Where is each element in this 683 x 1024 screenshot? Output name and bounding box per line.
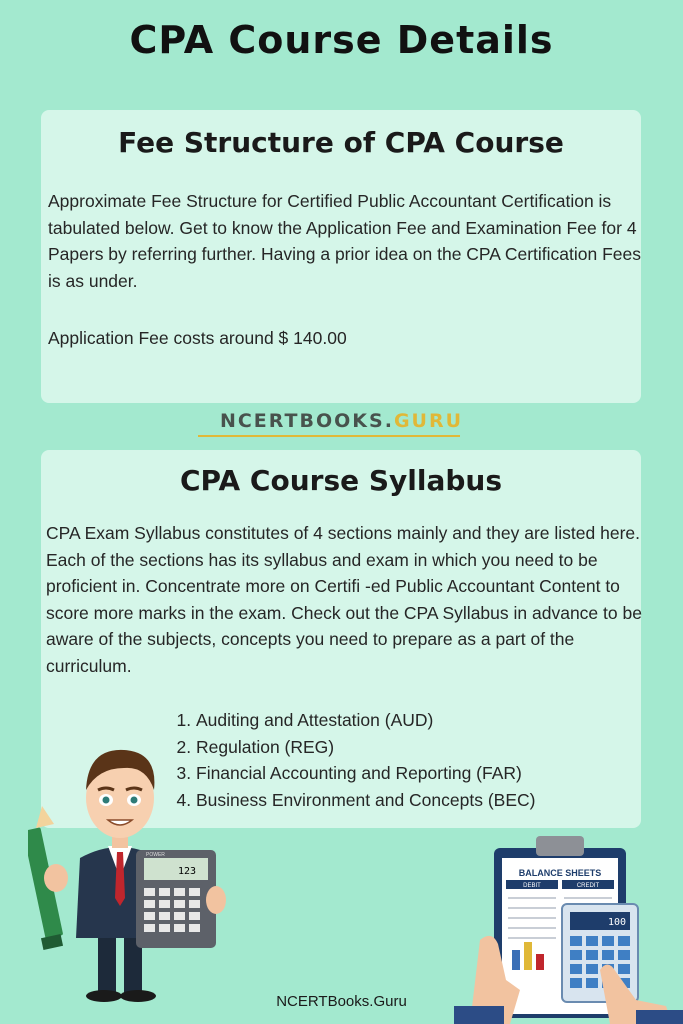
- footer-site-name: NCERTBooks.Guru: [276, 993, 407, 1010]
- fee-structure-heading: Fee Structure of CPA Course: [118, 126, 564, 159]
- fee-structure-card: [41, 110, 641, 403]
- fee-structure-paragraph: Approximate Fee Structure for Certified Public Accountant Certification is tabulated below. Get to know the Application Fee and Examination Fee for 4 Papers by referring further. Having a prior idea on the CPA Certification Fees is as under.: [48, 191, 642, 291]
- list-item: 4. Business Environment and Concepts (BEC): [196, 787, 535, 814]
- syllabus-paragraph: CPA Exam Syllabus constitutes of 4 sections mainly and they are listed here. Each of the sections has its syllabus and exam in which you need to be proficient in. Concentrate more on Certifi -ed Public Accountant Content to score more marks in the exam. Check out the CPA Syllabus in advance to be aware of the subjects, concepts you need to prepare as a part of the curriculum.: [46, 523, 642, 676]
- accountant-man-illustration: [28, 728, 238, 1008]
- balance-sheet-debit: DEBIT: [523, 883, 541, 889]
- man-calculator-display: 123: [177, 866, 196, 877]
- man-calculator-brand: POWER: [146, 852, 165, 858]
- desk-calculator-display: 100: [607, 917, 626, 928]
- list-item: 3. Financial Accounting and Reporting (FAR): [196, 760, 535, 787]
- watermark-main: NCERTBOOKS.: [219, 410, 394, 432]
- list-item: 1. Auditing and Attestation (AUD): [196, 707, 535, 734]
- application-fee-text: Application Fee costs around $ 140.00: [48, 328, 347, 348]
- list-item: 2. Regulation (REG): [196, 734, 535, 761]
- syllabus-heading: CPA Course Syllabus: [180, 464, 502, 497]
- balance-sheet-title: BALANCE SHEETS: [518, 868, 602, 878]
- watermark: [0, 410, 683, 432]
- balance-sheet-credit: CREDIT: [576, 883, 600, 889]
- watermark-accent: GURU: [393, 410, 464, 432]
- page-title: CPA Course Details: [129, 18, 554, 62]
- watermark-underline: [198, 435, 460, 437]
